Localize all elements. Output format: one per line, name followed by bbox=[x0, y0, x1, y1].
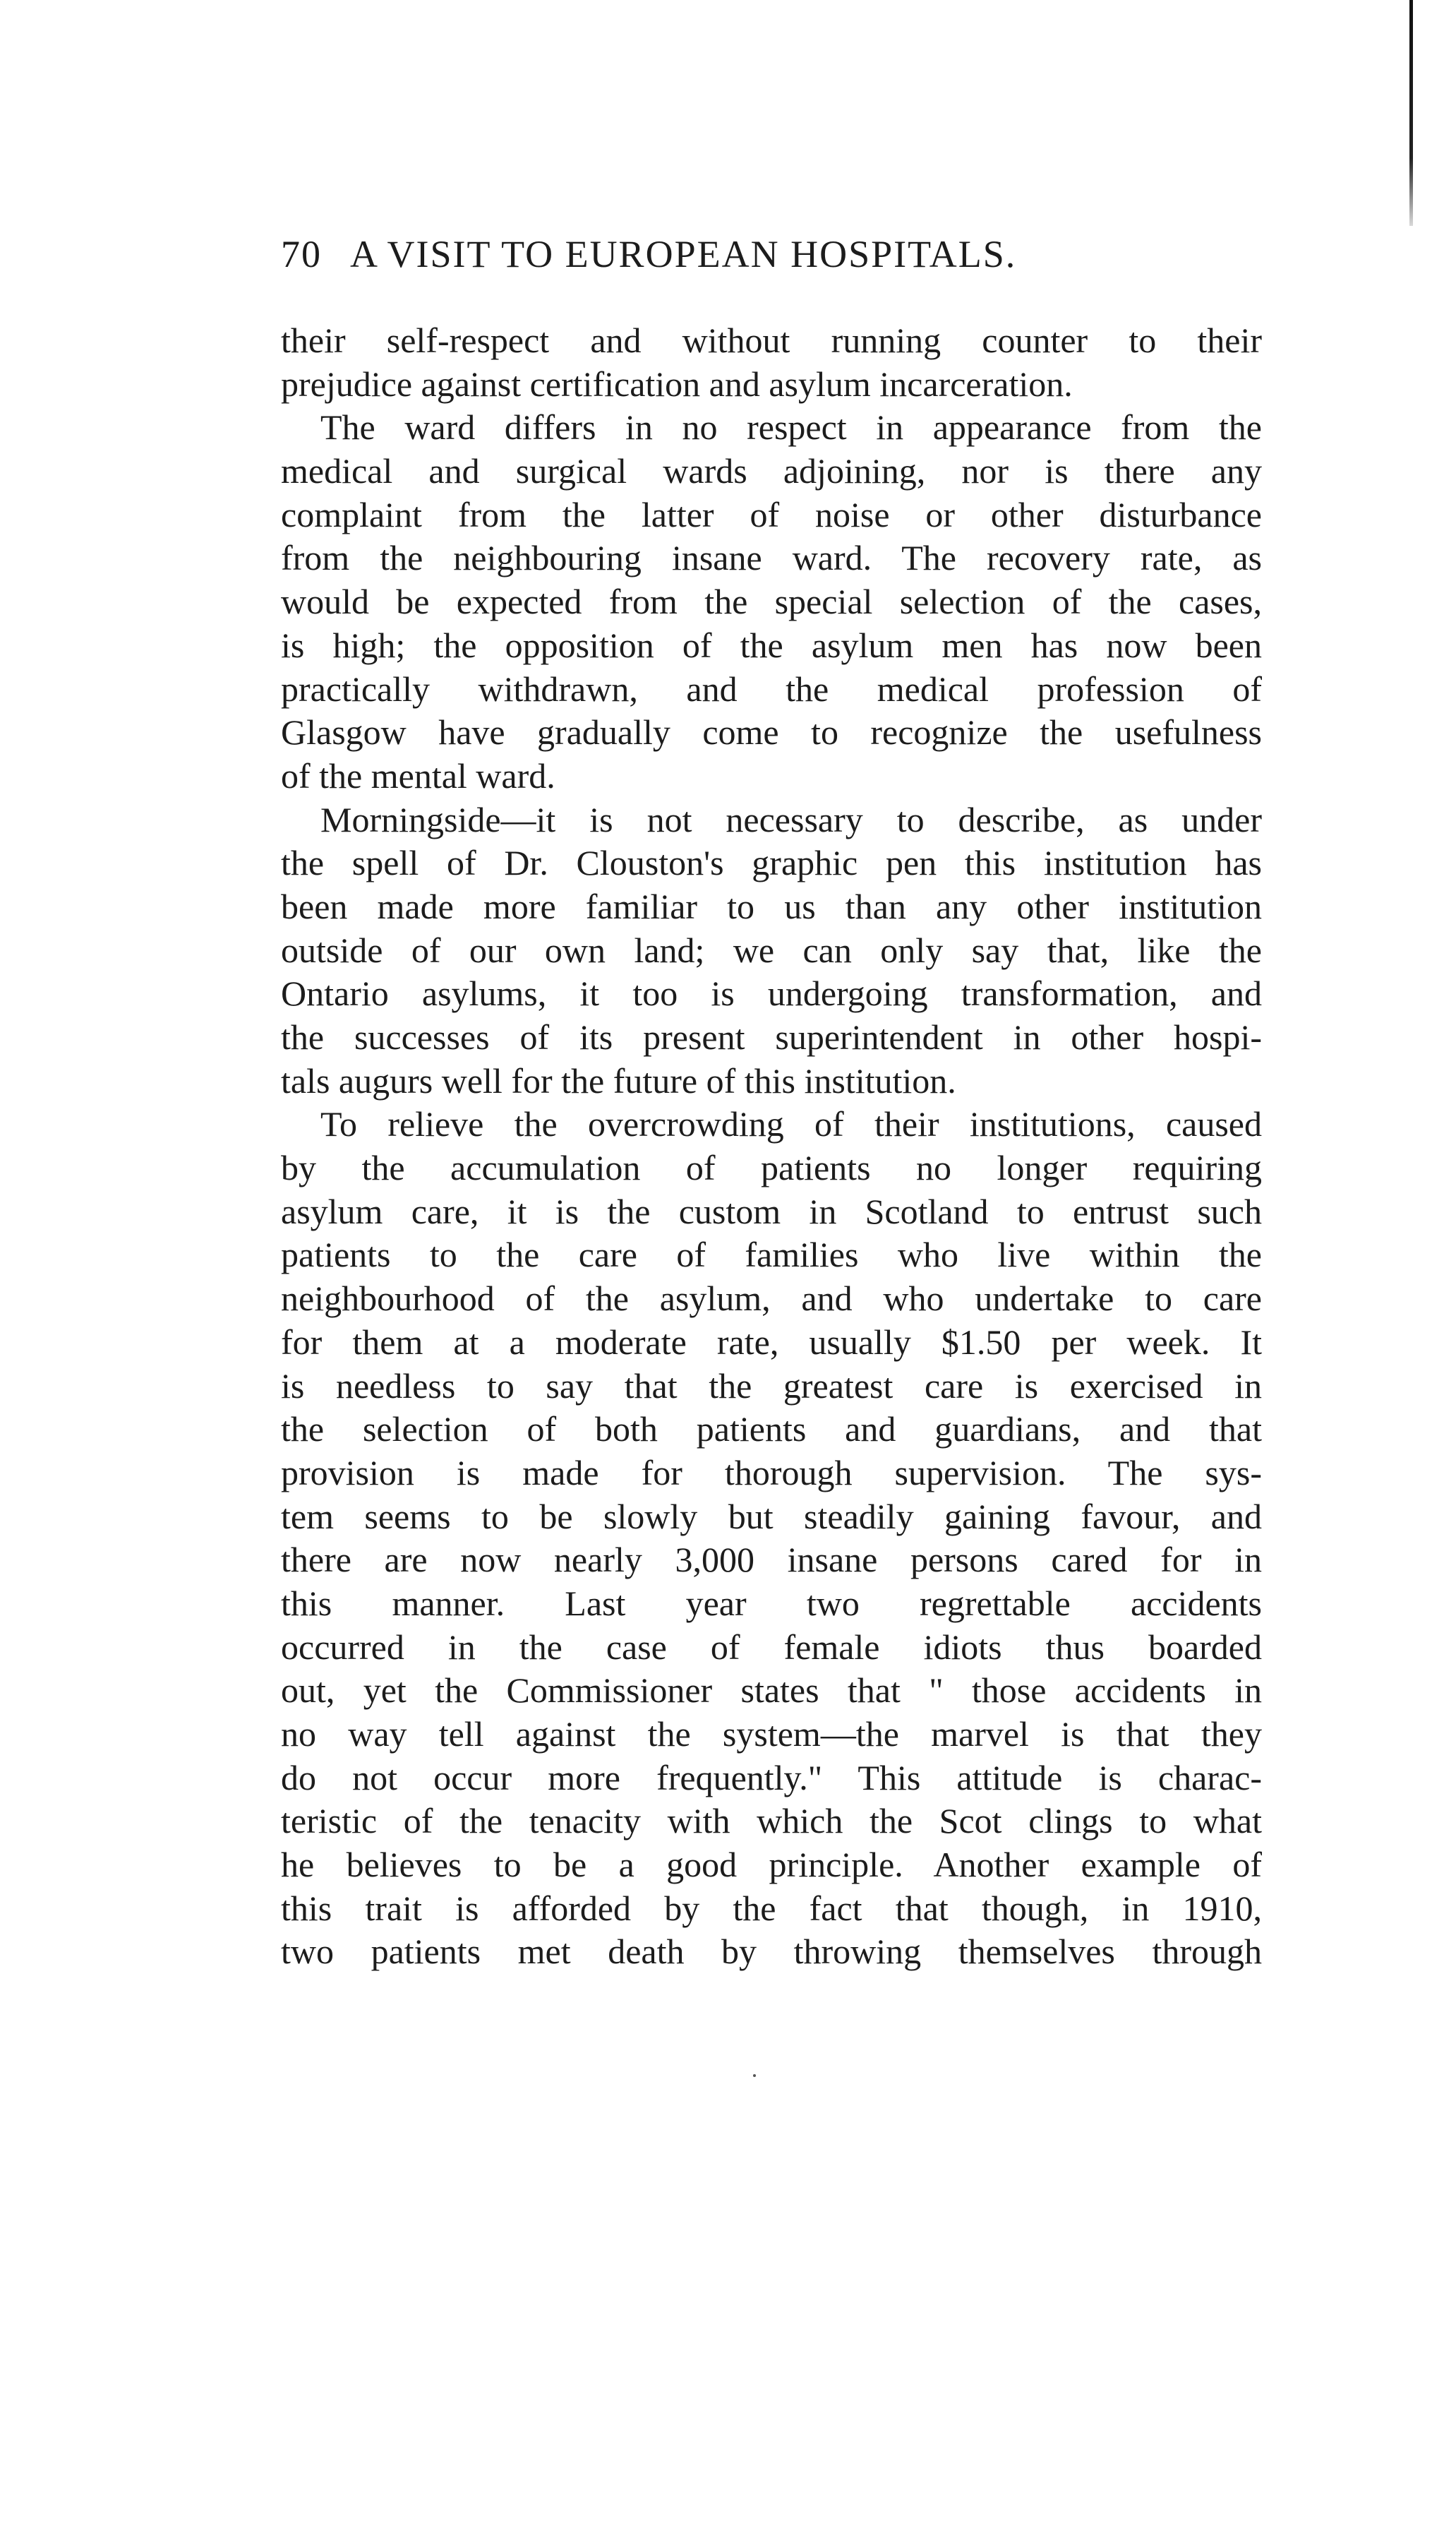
text-line: neighbourhood of the asylum, and who undertake to care bbox=[281, 1279, 1262, 1319]
text-line: do not occur more frequently." This attitude is charac- bbox=[281, 1757, 1262, 1797]
text-line: this manner. Last year two regrettable accidents bbox=[281, 1583, 1262, 1623]
binding-edge-line bbox=[1409, 0, 1413, 226]
text-line: the successes of its present superintendent in other hospi- bbox=[281, 1017, 1262, 1057]
text-line: from the neighbouring insane ward. The recovery rate, as bbox=[281, 538, 1262, 578]
running-title: A VISIT TO EUROPEAN HOSPITALS. bbox=[350, 233, 1017, 275]
text-line: two patients met death by throwing themselves through bbox=[281, 1932, 1262, 1972]
print-speck bbox=[753, 2074, 756, 2077]
text-line: no way tell against the system—the marvel is that they bbox=[281, 1714, 1262, 1754]
text-line: Glasgow have gradually come to recognize the usefulness bbox=[281, 712, 1262, 753]
text-line: patients to the care of families who live within the bbox=[281, 1235, 1262, 1275]
text-line: tem seems to be slowly but steadily gaining favour, and bbox=[281, 1496, 1262, 1536]
text-line: prejudice against certification and asylum incarceration. bbox=[281, 364, 1073, 404]
text-line: Morningside—it is not necessary to describe, as under bbox=[320, 799, 1262, 839]
text-line: To relieve the overcrowding of their institutions, caused bbox=[320, 1104, 1262, 1144]
text-line: out, yet the Commissioner states that " those accidents in bbox=[281, 1670, 1262, 1711]
text-line: the selection of both patients and guardians, and that bbox=[281, 1409, 1262, 1449]
text-line: this trait is afforded by the fact that though, in 1910, bbox=[281, 1888, 1262, 1928]
text-line: their self-respect and without running counter to their bbox=[281, 321, 1262, 360]
text-line: for them at a moderate rate, usually $1.50 per week. It bbox=[281, 1322, 1262, 1362]
running-header bbox=[281, 226, 1269, 282]
text-line: is needless to say that the greatest care is exercised in bbox=[281, 1365, 1262, 1406]
text-line: tals augurs well for the future of this institution. bbox=[281, 1060, 956, 1101]
text-line: teristic of the tenacity with which the Scot clings to what bbox=[281, 1801, 1262, 1841]
text-line: of the mental ward. bbox=[281, 755, 555, 796]
text-line: provision is made for thorough supervision. The sys- bbox=[281, 1452, 1262, 1492]
text-line: occurred in the case of female idiots thus boarded bbox=[281, 1627, 1262, 1667]
text-line: he believes to be a good principle. Another example of bbox=[281, 1845, 1262, 1885]
text-line: medical and surgical wards adjoining, nor is there any bbox=[281, 451, 1262, 491]
page-number: 70 bbox=[281, 233, 322, 275]
text-line: Ontario asylums, it too is undergoing transformation, and bbox=[281, 974, 1262, 1014]
text-line: been made more familiar to us than any other institution bbox=[281, 886, 1262, 926]
text-line: is high; the opposition of the asylum men has now been bbox=[281, 625, 1262, 665]
text-line: The ward differs in no respect in appearance from the bbox=[320, 407, 1262, 448]
text-line: complaint from the latter of noise or other disturbance bbox=[281, 494, 1262, 534]
text-line: would be expected from the special selection of the cases, bbox=[281, 582, 1262, 622]
text-line: by the accumulation of patients no longer requiring bbox=[281, 1148, 1262, 1188]
text-line: there are now nearly 3,000 insane persons cared for in bbox=[281, 1540, 1262, 1580]
text-line: practically withdrawn, and the medical profession of bbox=[281, 669, 1262, 709]
body-text bbox=[281, 319, 1262, 1974]
text-line: the spell of Dr. Clouston's graphic pen this institution has bbox=[281, 843, 1262, 883]
text-line: asylum care, it is the custom in Scotland to entrust such bbox=[281, 1191, 1262, 1231]
text-line: outside of our own land; we can only say that, like the bbox=[281, 930, 1262, 970]
